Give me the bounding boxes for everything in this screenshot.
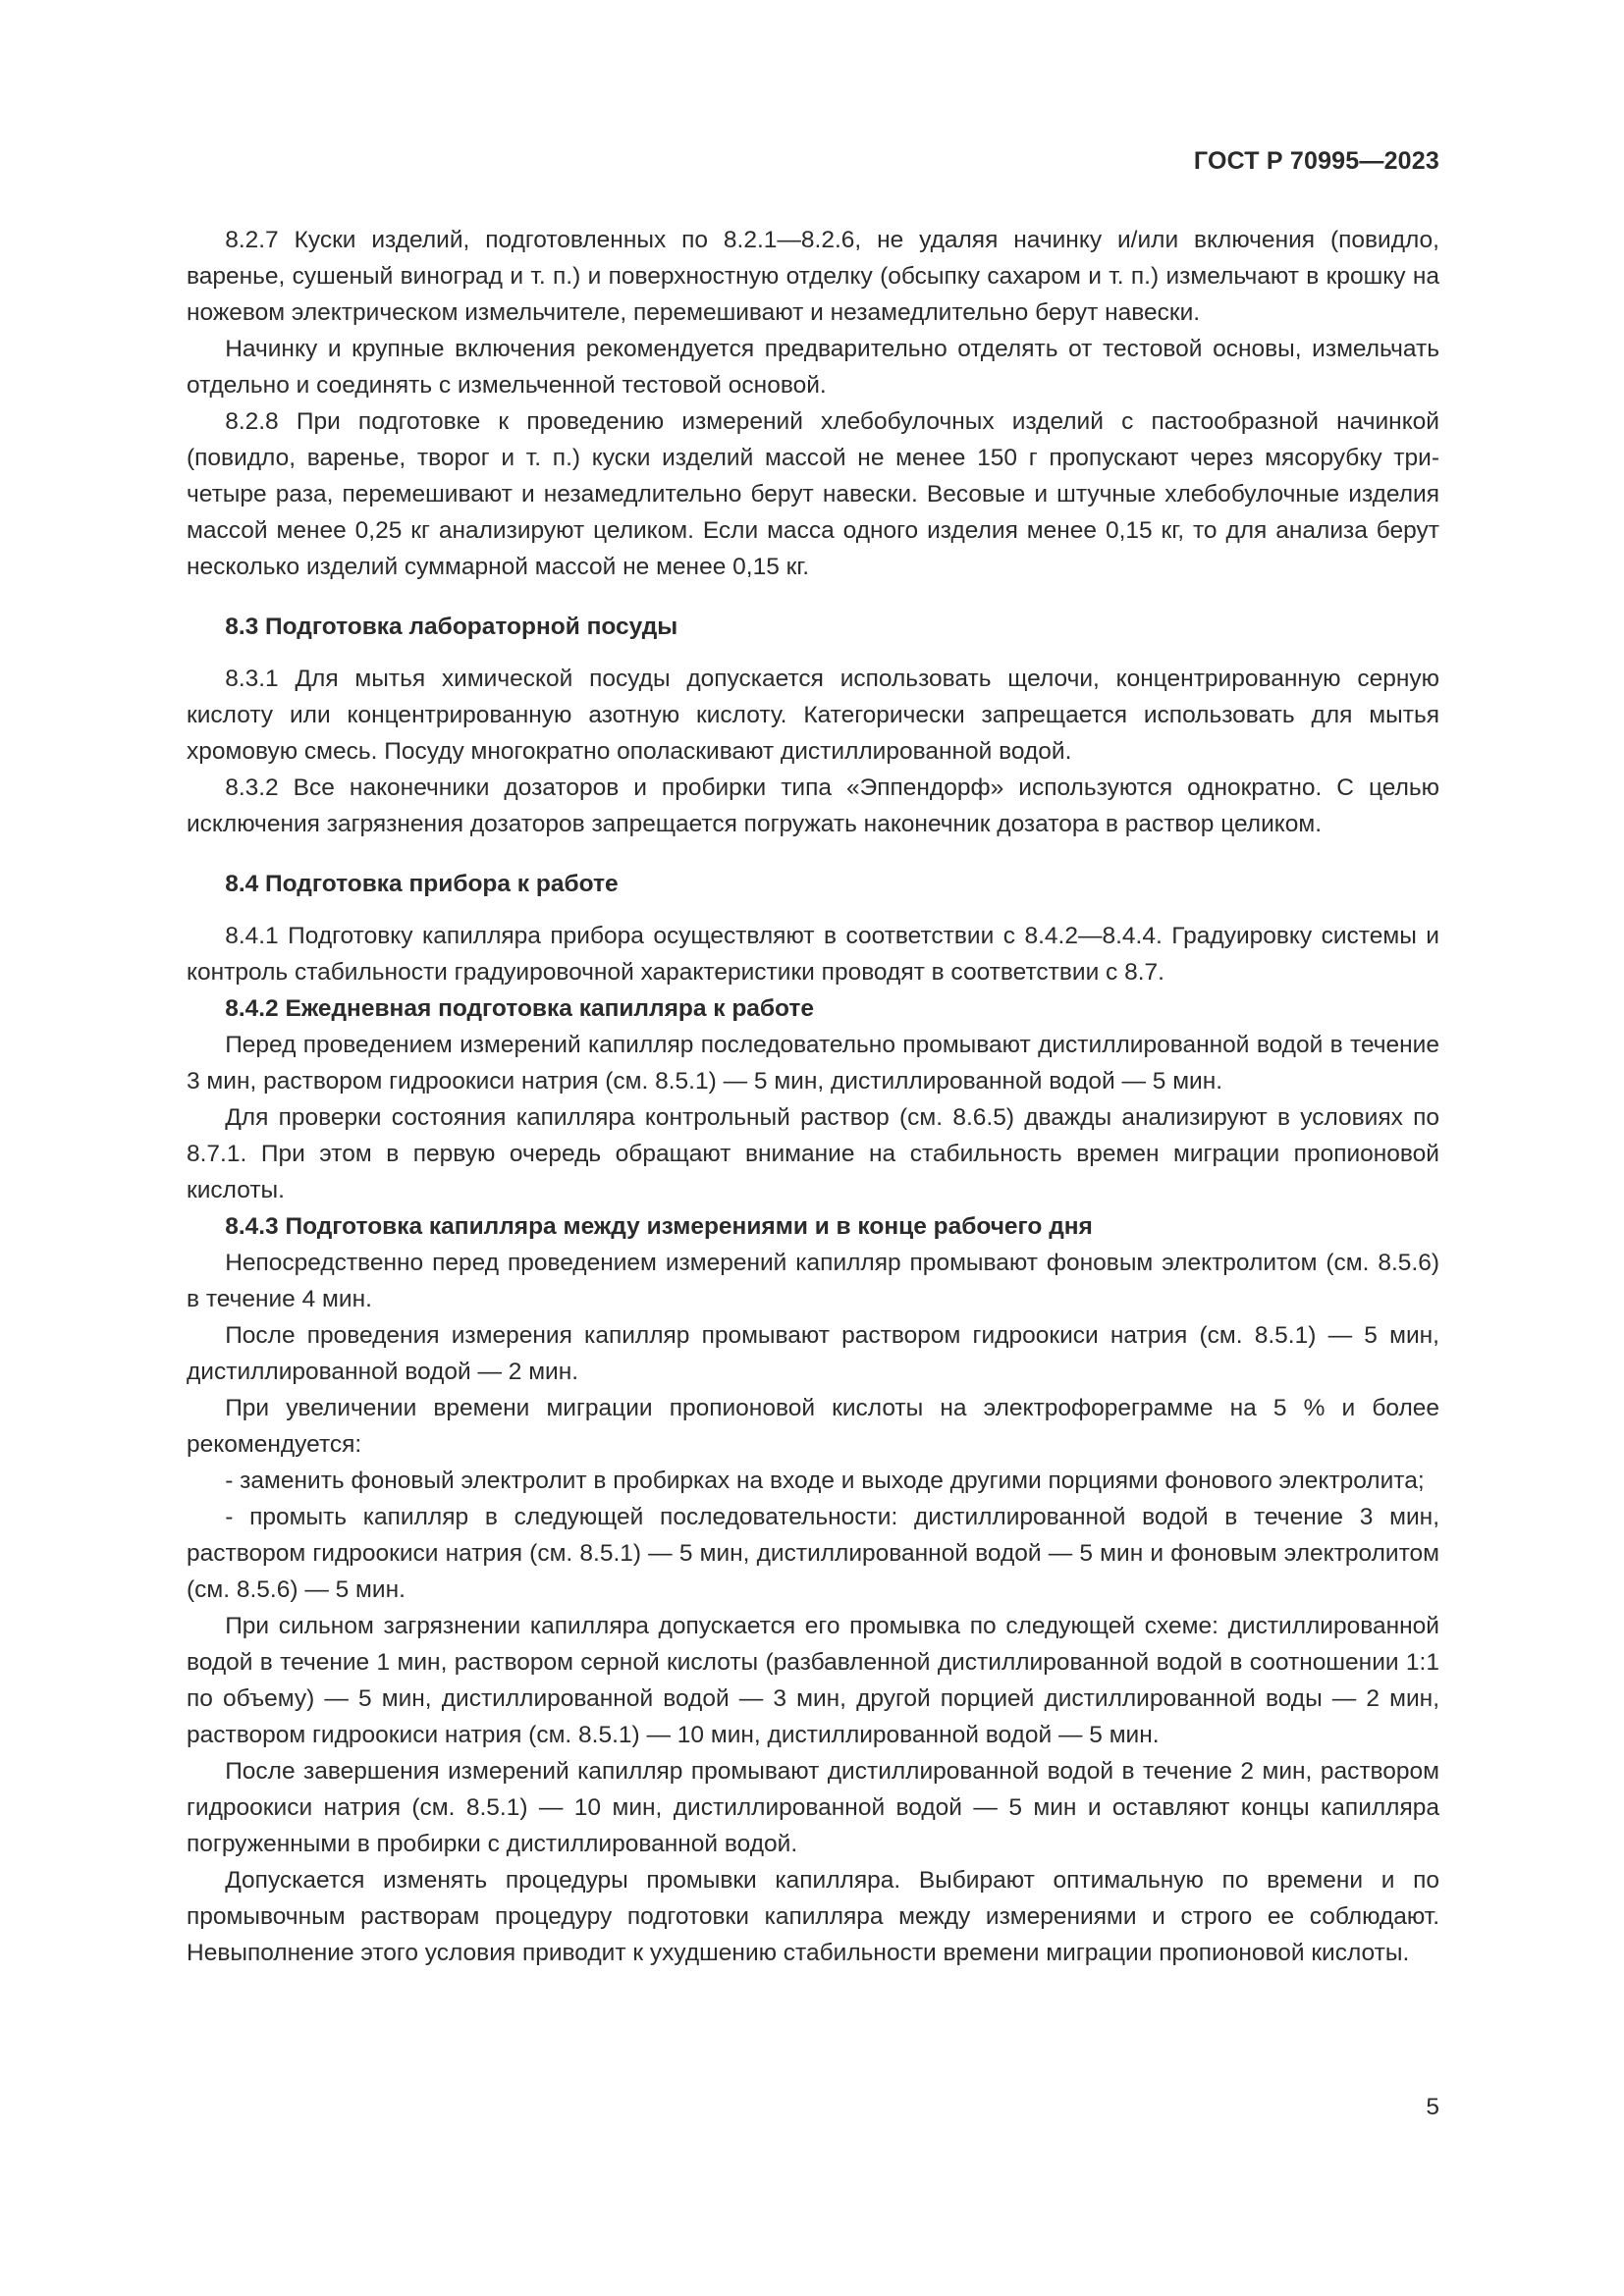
paragraph-8-3-1: 8.3.1 Для мытья химической посуды допускается использовать щелочи, концентрированную серную кислоту или концентрированную азотную кислоту. Категорически запрещается использовать для мытья хромовую смесь. Посуду многократно ополаскивают дистиллированной водой.	[187, 666, 1439, 765]
paragraph-8-4-2-b: Для проверки состояния капилляра контрольный раствор (см. 8.6.5) дважды анализируют в условиях по 8.7.1. При этом в первую очередь обращают внимание на стабильность времен миграции пропионовой кислоты.	[187, 1104, 1439, 1203]
paragraph-8-2-7: 8.2.7 Куски изделий, подготовленных по 8.2.1—8.2.6, не удаляя начинку и/или включения (повидло, варенье, сушеный виноград и т. п.) и поверхностную отделку (обсыпку сахаром и т. п.) измельчают в крошку на ножевом электрическом измельчителе, перемешивают и незамедлительно берут навески.	[187, 227, 1439, 326]
paragraph-8-3-2: 8.3.2 Все наконечники дозаторов и пробирки типа «Эппендорф» используются однократно. С целью исключения загрязнения дозаторов запрещается погружать наконечник дозатора в раствор целиком.	[187, 774, 1439, 837]
section-heading-8-3: 8.3 Подготовка лабораторной посуды	[225, 614, 678, 640]
section-heading-8-4: 8.4 Подготовка прибора к работе	[225, 871, 619, 897]
paragraph-8-4-3-b: После проведения измерения капилляр промывают раствором гидроокиси натрия (см. 8.5.1) — 5 мин, дистиллированной водой — 2 мин.	[187, 1322, 1439, 1385]
paragraph-8-2-7-note: Начинку и крупные включения рекомендуется предварительно отделять от тестовой основы, измельчать отдельно и соединять с измельченной тестовой основой.	[187, 336, 1439, 399]
document-header: ГОСТ Р 70995—2023	[1193, 147, 1439, 175]
subsection-heading-8-4-2: 8.4.2 Ежедневная подготовка капилляра к работе	[225, 995, 815, 1022]
subsection-heading-8-4-3: 8.4.3 Подготовка капилляра между измерениями и в конце рабочего дня	[225, 1213, 1093, 1240]
page-number: 5	[1426, 2094, 1439, 2120]
paragraph-8-4-3-a: Непосредственно перед проведением измерений капилляр промывают фоновым электролитом (см. 8.5.6) в течение 4 мин.	[187, 1250, 1439, 1312]
paragraph-8-4-3-c: При увеличении времени миграции пропионовой кислоты на электрофореграмме на 5 % и более рекомендуется:	[187, 1395, 1439, 1458]
document-body	[187, 222, 1439, 1971]
paragraph-8-4-1: 8.4.1 Подготовку капилляра прибора осуществляют в соответствии с 8.4.2—8.4.4. Градуировку системы и контроль стабильности градуировочной характеристики проводят в соответствии с 8.7.	[187, 923, 1439, 986]
paragraph-8-4-3-heavy-contamination: При сильном загрязнении капилляра допускается его промывка по следующей схеме: дистиллированной водой в течение 1 мин, раствором серной кислоты (разбавленной дистиллированной водой в соотношении 1:1 по объему) — 5 мин, дистиллированной водой — 3 мин, другой порцией дистиллированной воды — 2 мин, раствором гидроокиси натрия (см. 8.5.1) — 10 мин, дистиллированной водой — 5 мин.	[187, 1613, 1439, 1748]
paragraph-8-4-2-a: Перед проведением измерений капилляр последовательно промывают дистиллированной водой в течение 3 мин, раствором гидроокиси натрия (см. 8.5.1) — 5 мин, дистиллированной водой — 5 мин.	[187, 1032, 1439, 1095]
list-item-rinse-sequence: - промыть капилляр в следующей последовательности: дистиллированной водой в течение 3 мин, раствором гидроокиси натрия (см. 8.5.1) — 5 мин, дистиллированной водой — 5 мин и фоновым электролитом (см. 8.5.6) — 5 мин.	[187, 1504, 1439, 1603]
paragraph-8-4-3-end-of-day: После завершения измерений капилляр промывают дистиллированной водой в течение 2 мин, раствором гидроокиси натрия (см. 8.5.1) — 10 мин, дистиллированной водой — 5 мин и оставляют концы капилляра погруженными в пробирки с дистиллированной водой.	[187, 1758, 1439, 1857]
list-item-replace-electrolyte: - заменить фоновый электролит в пробирках на входе и выходе другими порциями фонового электролита;	[225, 1468, 1425, 1494]
paragraph-8-2-8: 8.2.8 При подготовке к проведению измерений хлебобулочных изделий с пастообразной начинкой (повидло, варенье, творог и т. п.) куски изделий массой не менее 150 г пропускают через мясорубку три-четыре раза, перемешивают и незамедлительно берут навески. Весовые и штучные хлебобулочные изделия массой менее 0,25 кг анализируют целиком. Если масса одного изделия менее 0,15 кг, то для анализа берут несколько изделий суммарной массой не менее 0,15 кг.	[187, 408, 1439, 580]
paragraph-8-4-3-procedure-change: Допускается изменять процедуры промывки капилляра. Выбирают оптимальную по времени и по промывочным растворам процедуру подготовки капилляра между измерениями и строго ее соблюдают. Невыполнение этого условия приводит к ухудшению стабильности времени миграции пропионовой кислоты.	[187, 1867, 1439, 1966]
